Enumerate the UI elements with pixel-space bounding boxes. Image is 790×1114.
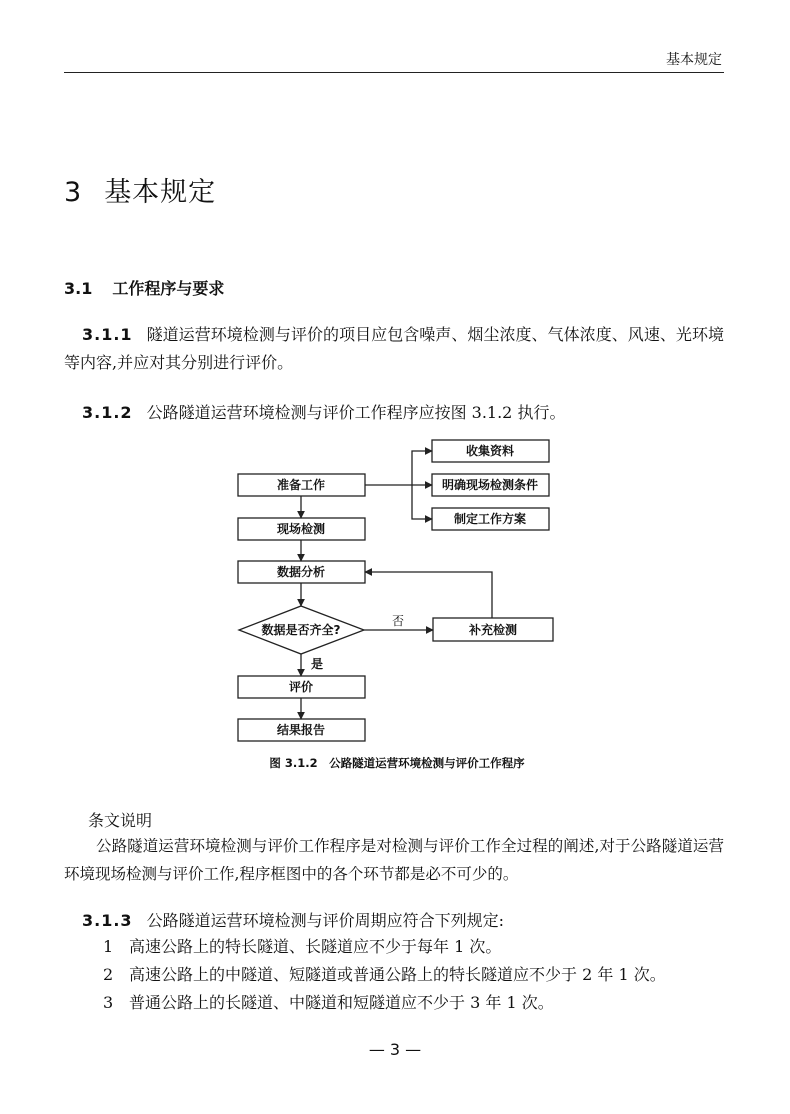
node-report: 结果报告 bbox=[276, 723, 326, 737]
clause-number: 3.1.2 bbox=[82, 403, 133, 422]
edge-prepare-collect bbox=[412, 451, 432, 485]
list-item bbox=[103, 990, 554, 1016]
node-collect: 收集资料 bbox=[465, 444, 515, 458]
node-plan: 制定工作方案 bbox=[453, 512, 527, 526]
list-item-text: 高速公路上的特长隧道、长隧道应不少于每年 1 次。 bbox=[129, 937, 502, 956]
explanation-text: 公路隧道运营环境检测与评价工作程序是对检测与评价工作全过程的阐述,对于公路隧道运营环境现场检测与评价工作,程序框图中的各个环节都是必不可少的。 bbox=[64, 837, 724, 883]
node-field: 现场检测 bbox=[276, 522, 326, 536]
node-supplement: 补充检测 bbox=[468, 623, 518, 637]
explanation-title: 条文说明 bbox=[88, 811, 153, 830]
list-item-number: 3 bbox=[103, 993, 114, 1012]
node-clarify: 明确现场检测条件 bbox=[441, 478, 539, 492]
clause-3-1-3 bbox=[64, 907, 724, 935]
figure-caption: 图 3.1.2 公路隧道运营环境检测与评价工作程序 bbox=[269, 756, 525, 770]
list-item bbox=[103, 934, 501, 960]
edge-prepare-plan bbox=[412, 485, 432, 519]
node-evaluate: 评价 bbox=[288, 680, 314, 694]
list-item-number: 1 bbox=[103, 937, 114, 956]
list-item-text: 高速公路上的中隧道、短隧道或普通公路上的特长隧道应不少于 2 年 1 次。 bbox=[129, 965, 666, 984]
running-header: 基本规定 bbox=[666, 52, 722, 68]
edge-supplement-analysis bbox=[365, 572, 492, 618]
clause-text: 公路隧道运营环境检测与评价周期应符合下列规定: bbox=[146, 911, 504, 930]
page-number: — 3 — bbox=[368, 1040, 422, 1059]
list-item bbox=[103, 962, 666, 988]
clause-text: 公路隧道运营环境检测与评价工作程序应按图 3.1.2 执行。 bbox=[146, 403, 566, 422]
label-no: 否 bbox=[391, 614, 405, 628]
clause-text: 隧道运营环境检测与评价的项目应包含噪声、烟尘浓度、气体浓度、风速、光环境等内容,并应对其分别进行评价。 bbox=[64, 325, 724, 372]
chapter-title: 基本规定 bbox=[104, 177, 217, 208]
section-number: 3.1 bbox=[64, 279, 93, 298]
label-yes: 是 bbox=[311, 657, 324, 671]
node-decision: 数据是否齐全? bbox=[261, 623, 341, 637]
list-item-text: 普通公路上的长隧道、中隧道和短隧道应不少于 3 年 1 次。 bbox=[129, 993, 554, 1012]
clause-number: 3.1.3 bbox=[82, 911, 133, 930]
node-prepare: 准备工作 bbox=[276, 478, 326, 492]
section-title: 工作程序与要求 bbox=[112, 279, 225, 298]
list-item-number: 2 bbox=[103, 965, 114, 984]
chapter-number: 3 bbox=[64, 177, 83, 208]
node-analysis: 数据分析 bbox=[276, 565, 326, 579]
clause-number: 3.1.1 bbox=[82, 325, 133, 344]
